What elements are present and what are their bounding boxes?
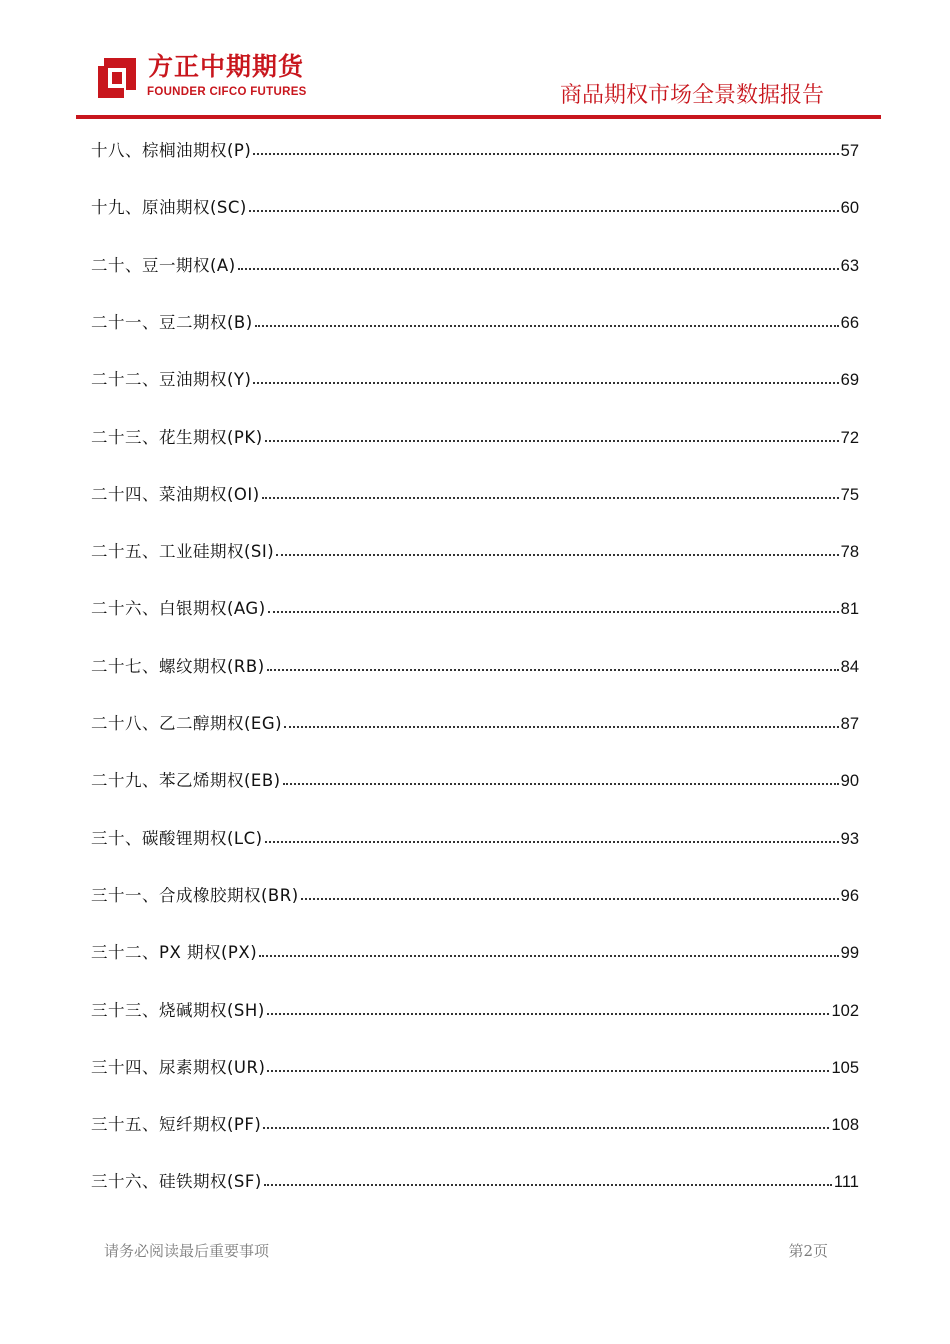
toc-entry[interactable] [91,252,859,280]
toc-dot-leader [284,726,839,728]
header-divider [76,115,881,119]
logo-english-name: FOUNDER CIFCO FUTURES [147,86,307,98]
toc-entry[interactable] [91,767,859,795]
toc-entry-label: 二十八、乙二醇期权(EG) [91,714,283,733]
toc-entry-label: 十九、原油期权(SC) [91,198,247,218]
toc-entry-page: 99 [840,944,859,963]
toc-dot-leader [259,955,839,957]
footer-disclaimer: 请务必阅读最后重要事项 [104,1242,270,1260]
toc-entry-label: 三十一、合成橡胶期权(BR) [91,885,299,905]
toc-entry-label: 二十一、豆二期权(B) [91,312,253,332]
toc-dot-leader [283,783,839,785]
toc-entry-label: 二十五、工业硅期权(SI) [91,542,275,562]
toc-entry-page: 69 [840,371,859,390]
toc-entry[interactable] [91,1054,859,1082]
toc-entry-label: 三十二、PX 期权(PX) [91,943,258,963]
toc-entry[interactable] [91,653,859,681]
toc-entry[interactable] [91,997,859,1025]
toc-entry[interactable] [91,309,859,337]
toc-entry-page: 63 [840,256,859,275]
toc-entry[interactable] [91,424,859,452]
toc-entry-label: 三十五、短纤期权(PF) [91,1115,262,1135]
toc-dot-leader [255,325,839,327]
toc-dot-leader [264,1184,832,1186]
toc-entry-label: 二十九、苯乙烯期权(EB) [91,771,281,791]
toc-dot-leader [238,268,839,270]
toc-dot-leader [301,898,839,900]
toc-entry-page: 84 [840,657,859,676]
toc-dot-leader [265,440,839,442]
toc-entry-page: 96 [840,886,859,905]
toc-entry[interactable] [91,1111,859,1139]
toc-entry-label: 二十二、豆油期权(Y) [91,370,252,390]
toc-entry-page: 78 [840,543,859,562]
toc-entry[interactable] [91,481,859,509]
toc-entry[interactable] [91,939,859,967]
founder-logo-icon [94,52,142,100]
toc-entry-label: 三十四、尿素期权(UR) [91,1057,266,1077]
toc-entry-label: 十八、棕榈油期权(P) [91,141,252,160]
toc-entry-page: 111 [833,1173,859,1192]
toc-entry-label: 二十七、螺纹期权(RB) [91,656,265,676]
toc-dot-leader [263,1127,829,1129]
toc-entry-page: 108 [831,1116,859,1135]
toc-entry-page: 72 [840,428,859,447]
toc-entry-page: 60 [840,199,859,218]
toc-entry-label: 三十六、硅铁期权(SF) [91,1172,262,1192]
toc-entry[interactable] [91,194,859,222]
toc-entry-label: 二十三、花生期权(PK) [91,427,263,447]
toc-entry-page: 66 [840,313,859,332]
toc-entry[interactable] [91,137,859,165]
toc-dot-leader [253,382,838,384]
toc-entry-page: 90 [840,772,859,791]
toc-dot-leader [267,669,839,671]
toc-entry-page: 105 [831,1058,859,1077]
toc-entry-page: 87 [840,715,859,733]
toc-entry-label: 三十、碳酸锂期权(LC) [91,828,263,848]
toc-entry-label: 二十四、菜油期权(OI) [91,484,260,504]
logo-chinese-name: 方正中期期货 [148,52,305,81]
toc-dot-leader [267,1013,830,1015]
toc-dot-leader [265,841,839,843]
toc-entry[interactable] [91,1168,859,1196]
toc-entry[interactable] [91,366,859,394]
toc-entry[interactable] [91,538,859,566]
report-title: 商品期权市场全景数据报告 [559,83,824,108]
toc-entry-label: 二十六、白银期权(AG) [91,599,266,619]
page-header [0,0,950,122]
toc-dot-leader [268,611,839,613]
toc-entry-label: 三十三、烧碱期权(SH) [91,1000,265,1020]
toc-dot-leader [262,497,839,499]
toc-entry[interactable] [91,710,859,738]
toc-entry-page: 102 [831,1001,859,1020]
toc-dot-leader [249,210,839,212]
toc-entry[interactable] [91,882,859,910]
toc-entry-page: 93 [840,829,859,848]
toc-entry-label: 二十、豆一期权(A) [91,255,236,275]
toc-dot-leader [253,153,838,155]
toc-entry[interactable] [91,595,859,623]
toc-entry-page: 75 [840,485,859,504]
toc-entry[interactable] [91,825,859,853]
toc-dot-leader [276,554,838,556]
toc-entry-page: 81 [840,600,859,619]
toc-dot-leader [267,1070,829,1072]
toc-entry-page: 57 [840,142,859,160]
footer-page-number: 第2页 [788,1242,828,1260]
